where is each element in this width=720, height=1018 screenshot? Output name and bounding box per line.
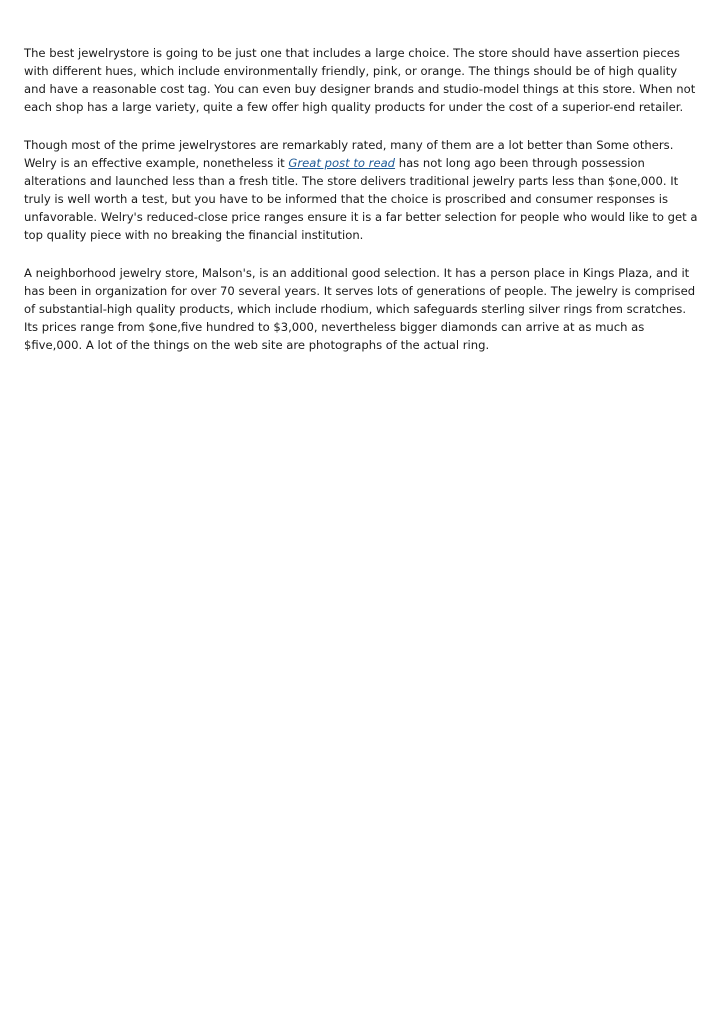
paragraph-2-text-before-link: Though most of the prime jewelrystores are remarkably rated, many of them are a lot better than Some others. Welry is an effective example, nonetheless it	[24, 138, 674, 170]
great-post-link[interactable]: Great post to read	[288, 156, 396, 170]
paragraph-3: A neighborhood jewelry store, Malson's, is an additional good selection. It has a person place in Kings Plaza, and it has been in organization for over 70 several years. It serves lots of generations of people. The jewelry is comprised of substantial-high quality products, which include rhodium, which safeguards sterling silver rings from scratches. Its prices range from $one,five hundred to $3,000, nevertheless bigger diamonds can arrive at as much as $five,000. A lot of the things on the web site are photographs of the actual ring.	[24, 266, 696, 352]
paragraph-2-text-after-link: has not long ago been through possession alterations and launched less than a fresh title. The store delivers traditional jewelry parts less than $one,000. It truly is well worth a test, but you have to be informed that the choice is proscribed and consumer responses is unfavorable. Welry's reduced-close price ranges ensure it is a far better selection for people who would like to get a top quality piece with no breaking the financial institution.	[24, 156, 698, 242]
document-body	[24, 44, 698, 374]
paragraph-1: The best jewelrystore is going to be just one that includes a large choice. The store should have assertion pieces with different hues, which include environmentally friendly, pink, or orange. The things should be of high quality and have a reasonable cost tag. You can even buy designer brands and studio-model things at this store. When not each shop has a large variety, quite a few offer high quality products for under the cost of a superior-end retailer.	[24, 46, 696, 114]
paragraph-2	[24, 136, 698, 244]
